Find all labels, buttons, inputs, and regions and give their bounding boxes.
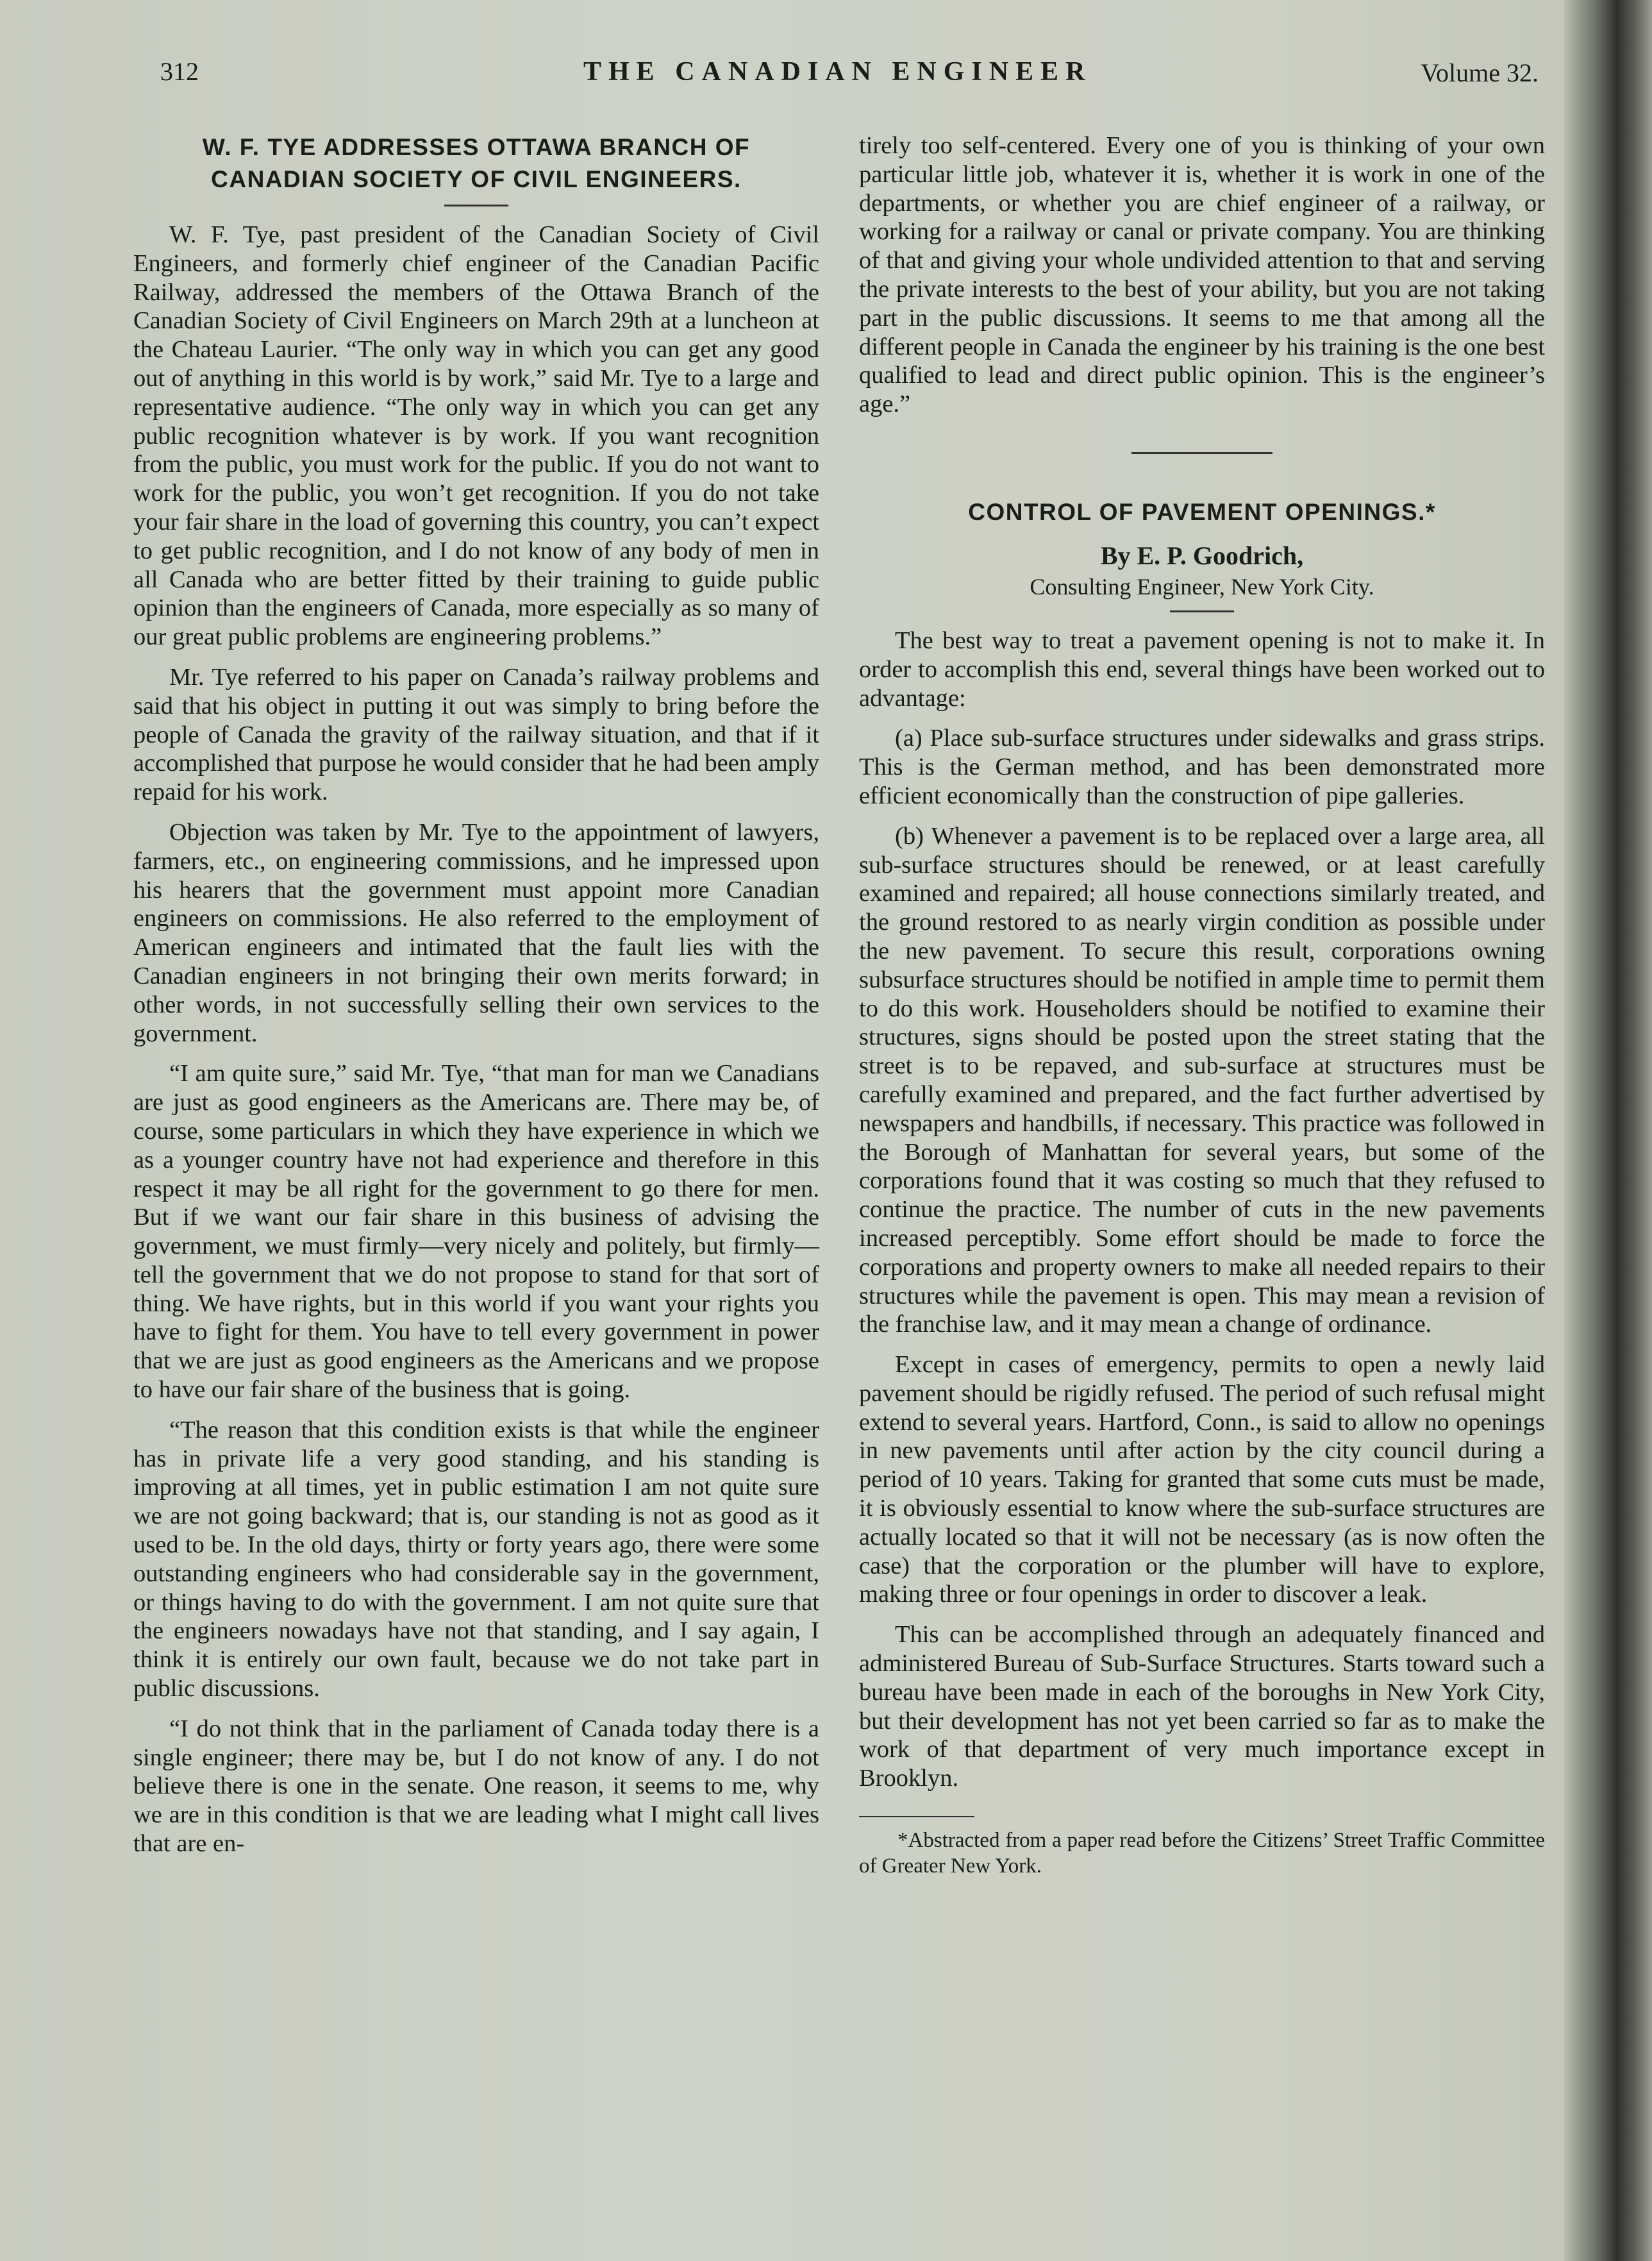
volume-label: Volume 32. <box>1421 58 1539 87</box>
paragraph: “The reason that this condition exists is that while the engineer has in private life a very good standing, and his standing is improving at all times, yet in public estimation I am not quite sure we are not going backward; that is, our standing is not as good as it used to be. In the old days, thirty or forty years ago, there were some outstanding engineers who had considerable say in the government, or things having to do with the government. I am not quite sure that the engineers nowadays have not that standing, and I say again, I think it is entirely our own fault, because we do not take part in public discussions. <box>133 1416 819 1702</box>
article-separator <box>1131 452 1272 454</box>
page-number: 312 <box>160 57 199 86</box>
journal-title: THE CANADIAN ENGINEER <box>583 57 1092 87</box>
article-title-tye: W. F. TYE ADDRESSES OTTAWA BRANCH OF CANADIAN SOCIETY OF CIVIL ENGINEERS. <box>202 134 751 192</box>
paragraph: (a) Place sub-surface structures under sidewalks and grass strips. This is the German method, and has been demonstrated more efficient economically than the construction of pipe galleries. <box>859 725 1545 809</box>
footnote: *Abstracted from a paper read before the Citizens’ Street Traffic Committee of Greater New York. <box>859 1829 1545 1878</box>
paragraph: “I do not think that in the parliament of Canada today there is a single engineer; there may be, but I do not know of any. I do not believe there is one in the senate. One reason, it seems to me, why we are in this condition is that we are leading what I might call lives that are en- <box>133 1715 819 1858</box>
paragraph: The best way to treat a pavement opening is not to make it. In order to accomplish this end, several things have been worked out to advantage: <box>859 626 1545 712</box>
paragraph: Objection was taken by Mr. Tye to the appointment of lawyers, farmers, etc., on engineering commissions, and he impressed upon his hearers that the government must appoint more Canadian engineers on commissions. He also referred to the employment of American engineers and intimated that the fault lies with the Canadian engineers in not bringing their own merits forward; in other words, in not successfully selling their own services to the government. <box>133 818 819 1047</box>
author-byline: By E. P. Goodrich, <box>1100 541 1304 570</box>
left-column <box>133 131 819 1870</box>
paragraph: Mr. Tye referred to his paper on Canada’s railway problems and said that his object in putting it out was simply to bring before the people of Canada the gravity of the railway situation, and that if it accomplished that purpose he would consider that he had been amply repaid for his work. <box>133 663 819 806</box>
footnote-divider <box>859 1816 974 1817</box>
paragraph: “I am quite sure,” said Mr. Tye, “that man for man we Canadians are just as good engineers as the Americans are. There may be, of course, some particulars in which they have experience in which we as a younger country have not had experience and therefore in this respect it may be all right for the government to go there for men. But if we want our fair share in this business of advising the government, we must firmly—very nicely and politely, but firmly—tell the government that we do not propose to stand for that sort of thing. We have rights, but in this world if you want your rights you have to fight for them. You have to tell every government in power that we are just as good engineers as the Americans and we propose to have our fair share of the business that is going. <box>133 1060 819 1404</box>
running-header <box>160 56 1539 101</box>
right-column <box>859 131 1545 1879</box>
paragraph: (b) Whenever a pavement is to be replaced over a large area, all sub-surface structures should be renewed, or at least carefully examined and repaired; all house connections similarly treated, and the ground restored to as nearly virgin condition as possible under the new pavement. To secure this result, corporations owning subsurface structures should be notified in ample time to permit them to do this work. Householders should be notified to examine their structures, signs should be posted upon the street stating that the street is to be repaved, and sub-surface at structures must be carefully examined and prepared, and the fact further advertised by newspapers and handbills, if necessary. This practice was followed in the Borough of Manhattan for several years, but some of the corporations found that it was costing so much that they refused to continue the practice. The number of cuts in the new pavements increased perceptibly. Some effort should be made to force the corporations and property owners to make all needed repairs to their structures while the pavement is open. This may mean a revision of the franchise law, and it may mean a change of ordinance. <box>859 822 1545 1338</box>
paragraph: W. F. Tye, past president of the Canadian Society of Civil Engineers, and formerly chief engineer of the Canadian Pacific Railway, addressed the members of the Ottawa Branch of the Canadian Society of Civil Engineers on March 29th at a luncheon at the Chateau Laurier. “The only way in which you can get any good out of anything in this world is by work,” said Mr. Tye to a large and representative audience. “The only way in which you can get any public recognition whatever is by work. If you want recognition from the public, you must work for the public. If you do not want to work for the public, you won’t get recognition. If you do not take your fair share in the load of governing this country, you can’t expect to get public recognition, and I do not know of any body of men in all Canada who are better fitted by their training to guide public opinion than the engineers of Canada, more especially as so many of our great public problems are engineering problems.” <box>133 221 819 651</box>
paragraph: This can be accomplished through an adequately financed and administered Bureau of Sub-Surface Structures. Starts toward such a bureau have been made in each of the boroughs in New York City, but their development has not yet been carried so far as to make the work of that department of very much importance except in Brooklyn. <box>859 1621 1545 1792</box>
paragraph-continuation: tirely too self-centered. Every one of you is thinking of your own particular little job, whatever it is, whether it is work in one of the departments, or whether you are chief engineer of a railway, or working for a railway or canal or private company. You are thinking of that and giving your whole undivided attention to that and serving the private interests to the best of your ability, but you are not taking part in the public discussions. It seems to me that among all the different people in Canada the engineer by his training is the one best qualified to lead and direct public opinion. This is the engineer’s age.” <box>859 132 1545 418</box>
title-divider <box>444 205 508 206</box>
paragraph: Except in cases of emergency, permits to open a newly laid pavement should be rigidly refused. The period of such refusal might extend to several years. Hartford, Conn., is said to allow no openings in new pavements until after action by the city council during a period of 10 years. Taking for granted that some cuts must be made, it is obviously essential to know where the sub-surface structures are actually located so that it will not be necessary (as is now often the case) that the corporation or the plumber will have to explore, making three or four openings in order to discover a leak. <box>859 1351 1545 1608</box>
byline-divider <box>1170 610 1234 612</box>
article-title-pavement: CONTROL OF PAVEMENT OPENINGS.* <box>968 498 1436 525</box>
book-spine-shadow <box>1564 0 1652 2261</box>
author-affiliation: Consulting Engineer, New York City. <box>1030 573 1374 600</box>
